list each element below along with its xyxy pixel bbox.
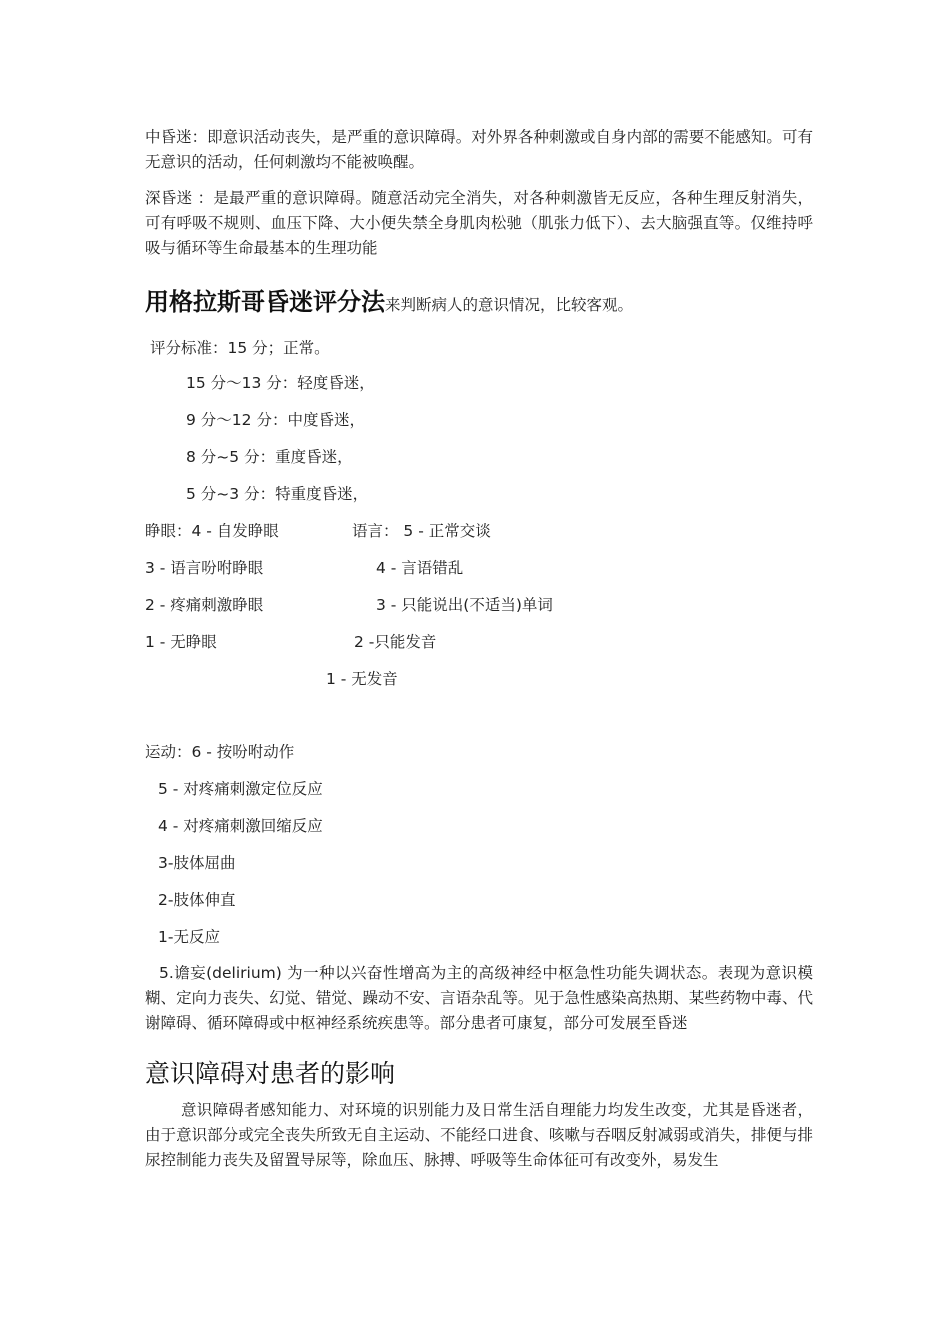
gcs-heading-rest: 来判断病人的意识情况，比较客观。 xyxy=(385,296,634,314)
moderate-coma-paragraph: 中昏迷：即意识活动丧失，是严重的意识障碍。对外界各种刺激或自身内部的需要不能感知。可有无意识的活动，任何刺激均不能被唤醒。 xyxy=(145,128,813,171)
scoring-level-very-severe: 5 分~3 分：特重度昏迷， xyxy=(186,485,369,503)
verbal-1: 1 - 无发音 xyxy=(326,670,398,688)
motor-2: 2-肢体伸直 xyxy=(158,891,236,909)
gcs-heading-title: 用格拉斯哥昏迷评分法 xyxy=(145,288,385,316)
scoring-standard: 评分标准：15 分；正常。 xyxy=(150,339,330,357)
verbal-2: 2 -只能发音 xyxy=(354,633,437,651)
scoring-level-moderate: 9 分～12 分：中度昏迷， xyxy=(186,411,365,429)
verbal-3: 3 - 只能说出(不适当)单词 xyxy=(376,596,553,614)
scoring-level-severe: 8 分~5 分：重度昏迷， xyxy=(186,448,353,466)
delirium-text: 5.谵妄(delirium) 为一种以兴奋性增高为主的高级神经中枢急性功能失调状态。表现为意识模糊、定向力丧失、幻觉、错觉、躁动不安、言语杂乱等。见于急性感染高热期、某些药物中毒、代谢障碍、循环障碍或中枢神经系统疾患等。部分患者可康复，部分可发展至昏迷 xyxy=(145,964,813,1032)
motor-6: 运动：6 - 按吩咐动作 xyxy=(145,743,295,761)
eye-opening-4: 睁眼：4 - 自发睁眼 xyxy=(145,522,279,540)
gcs-heading xyxy=(145,282,633,317)
eye-opening-3: 3 - 语言吩咐睁眼 xyxy=(145,559,264,577)
impact-paragraph: 意识障碍者感知能力、对环境的识别能力及日常生活自理能力均发生改变，尤其是昏迷者，由于意识部分或完全丧失所致无自主运动、不能经口进食、咳嗽与吞咽反射减弱或消失，排便与排尿控制能力丧失及留置导尿等，除血压、脉搏、呼吸等生命体征可有改变外，易发生 xyxy=(145,1101,813,1169)
scoring-level-mild: 15 分～13 分：轻度昏迷， xyxy=(186,374,375,392)
eye-opening-2: 2 - 疼痛刺激睁眼 xyxy=(145,596,264,614)
motor-4: 4 - 对疼痛刺激回缩反应 xyxy=(158,817,323,835)
motor-3: 3-肢体屈曲 xyxy=(158,854,236,872)
eye-opening-1: 1 - 无睁眼 xyxy=(145,633,217,651)
verbal-5: 语言： 5 - 正常交谈 xyxy=(352,522,491,540)
motor-1: 1-无反应 xyxy=(158,928,220,946)
deep-coma-paragraph: 深昏迷 ：是最严重的意识障碍。随意活动完全消失，对各种刺激皆无反应，各种生理反射消失，可有呼吸不规则、血压下降、大小便失禁全身肌肉松驰（肌张力低下）、去大脑强直等。仅维持呼吸与循环等生命最基本的生理功能 xyxy=(145,189,813,257)
verbal-4: 4 - 言语错乱 xyxy=(376,559,464,577)
impact-heading: 意识障碍对患者的影响 xyxy=(145,1059,396,1088)
motor-5: 5 - 对疼痛刺激定位反应 xyxy=(158,780,323,798)
delirium-paragraph xyxy=(145,961,813,1036)
